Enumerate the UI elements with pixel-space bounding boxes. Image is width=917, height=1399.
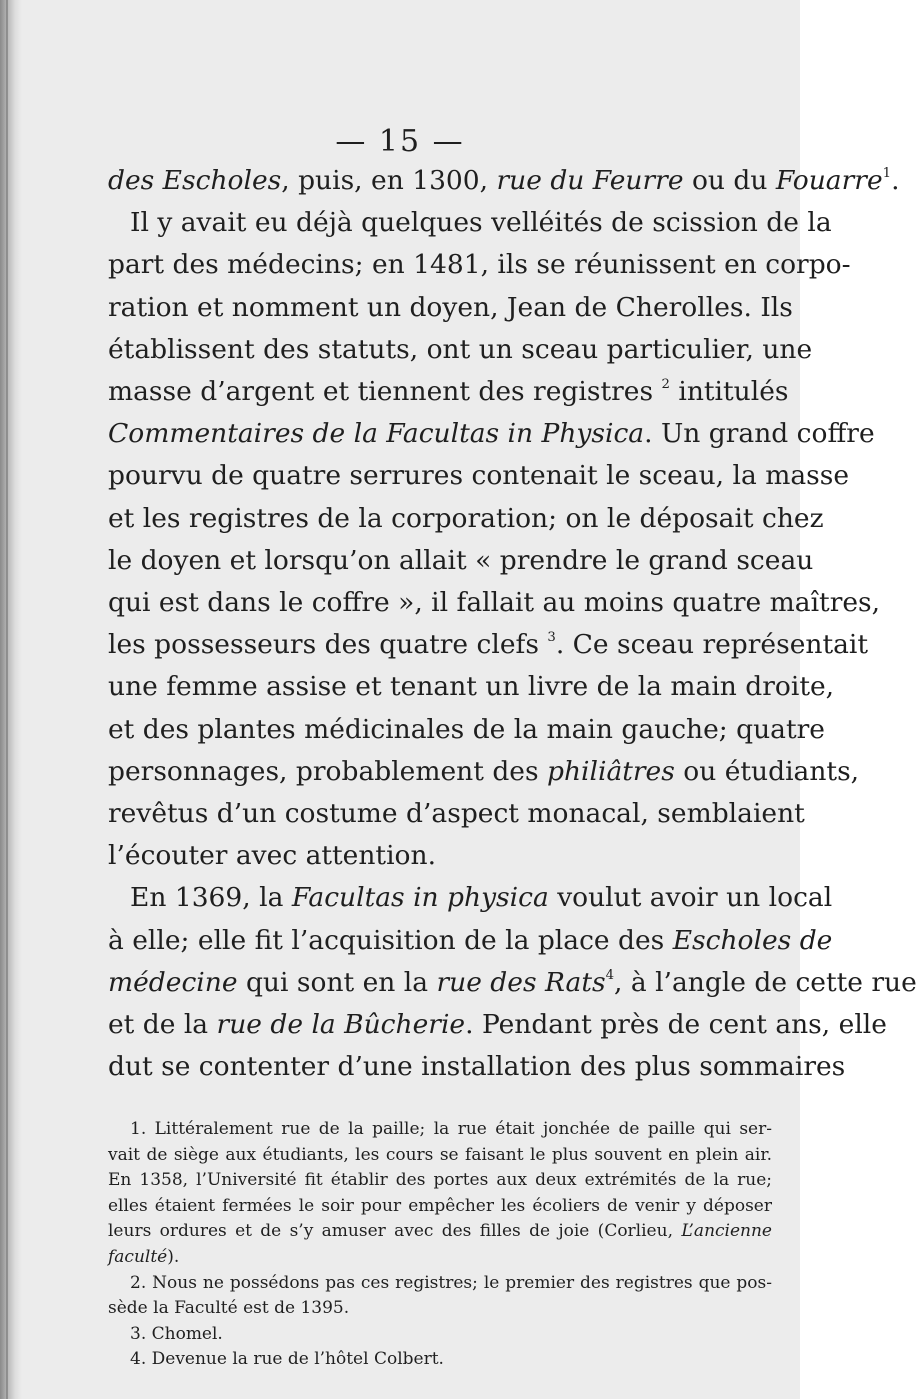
footnote-line (108, 1322, 772, 1348)
italic-text: Commentaires de la Facultas in Physica (108, 418, 645, 450)
text-run: une femme assise et tenant un livre de la main droite, (108, 671, 835, 703)
text-line (108, 751, 860, 793)
page-number: — 15 — (335, 124, 465, 159)
footnote-marker: 3 (547, 630, 556, 646)
footnote-line (108, 1194, 772, 1220)
text-run: masse d’argent et tiennent des registres (108, 376, 662, 408)
text-line (108, 1046, 846, 1088)
italic-text: rue des Rats (436, 966, 606, 998)
italic-text: médecine (108, 966, 238, 998)
text-line (108, 709, 825, 751)
italic-text: Fouarre (775, 165, 883, 196)
text-run: elles étaient fermées le soir pour empêcher les écoliers de venir y déposer (108, 1195, 772, 1216)
text-run: les possesseurs des quatre clefs (108, 629, 548, 661)
text-run: dut se contenter d’une installation des plus sommaires (108, 1051, 846, 1083)
text-run: Il y avait eu déjà quelques velléités de scission de la (130, 207, 832, 239)
text-run: . Un grand coffre (644, 418, 875, 450)
text-run: ration et nomment un doyen, Jean de Cherolles. Ils (108, 291, 793, 323)
text-run: 3. Chomel. (130, 1323, 223, 1344)
text-line (108, 835, 772, 877)
text-run: revêtus d’un costume d’aspect monacal, semblaient (108, 798, 805, 830)
text-run: , puis, en 1300, (281, 165, 497, 196)
text-run: personnages, probablement des (108, 755, 547, 787)
text-run: . (891, 165, 900, 196)
footnote-line (108, 1347, 772, 1373)
text-line (108, 202, 832, 244)
text-line (108, 962, 917, 1004)
text-run: l’écouter avec attention. (108, 840, 437, 872)
text-run: qui est dans le coffre », il fallait au moins quatre maîtres, (108, 587, 881, 619)
text-line (108, 498, 824, 540)
footnote-line (108, 1296, 772, 1322)
text-line (108, 455, 850, 497)
text-run: qui sont en la (237, 966, 437, 998)
text-line (108, 1004, 887, 1046)
italic-text: Escholes de (672, 924, 833, 956)
text-line (108, 793, 805, 835)
text-line (108, 329, 813, 371)
text-run: intitulés (669, 376, 789, 408)
text-run: établissent des statuts, ont un sceau particulier, une (108, 333, 813, 365)
text-line (108, 666, 835, 708)
footnote-line (108, 1168, 772, 1194)
text-line (108, 413, 875, 455)
text-line (108, 244, 851, 286)
text-run: . Ce sceau représentait (555, 629, 869, 661)
text-line (108, 920, 833, 962)
text-run: . Pendant près de cent ans, elle (465, 1009, 887, 1041)
italic-text: rue de la Bûcherie (216, 1009, 466, 1041)
footnote-line (108, 1219, 772, 1245)
text-run: part des médecins; en 1481, ils se réunissent en corpo- (108, 249, 851, 281)
text-line (108, 287, 793, 329)
italic-text: philiâtres (546, 755, 675, 787)
text-run: leurs ordures et de s’y amuser avec des filles de joie (Corlieu, (108, 1221, 682, 1242)
text-run: à elle; elle fit l’acquisition de la place des (108, 924, 673, 956)
text-line (108, 160, 900, 202)
text-run: En 1369, la (130, 882, 292, 914)
footnote-marker: 4 (605, 967, 615, 983)
italic-text: L’ancienne (681, 1221, 772, 1242)
italic-text: rue du Feurre (496, 165, 684, 196)
text-line (108, 582, 881, 624)
italic-text: faculté (108, 1246, 168, 1267)
text-run: 1. Littéralement rue de la paille; la rue était jonchée de paille qui ser- (130, 1119, 772, 1139)
text-run: pourvu de quatre serrures contenait le sceau, la masse (108, 460, 850, 492)
text-run: le doyen et lorsqu’on allait « prendre le grand sceau (108, 544, 814, 576)
page-binding-edge (0, 0, 22, 1399)
text-run: , à l’angle de cette rue (614, 966, 917, 998)
text-run: ou du (683, 165, 776, 196)
footnote-line (108, 1143, 772, 1169)
text-run: vait de siège aux étudiants, les cours se faisant le plus souvent en plein air. (108, 1144, 772, 1165)
text-line (108, 540, 814, 582)
text-run: et les registres de la corporation; on le déposait chez (108, 502, 824, 534)
italic-text: des Escholes (108, 165, 282, 196)
text-run: voulut avoir un local (548, 882, 833, 914)
footnote-marker: 2 (661, 377, 670, 393)
footnote-marker: 1 (882, 166, 892, 182)
italic-text: Facultas in physica (291, 882, 549, 914)
text-run: ou étudiants, (674, 755, 860, 787)
footnote-line (108, 1245, 772, 1271)
text-line (108, 371, 789, 413)
text-run: et de la (108, 1009, 217, 1041)
footnote-line (108, 1271, 772, 1297)
footnote-line (108, 1117, 772, 1143)
main-text-block (108, 160, 917, 1088)
text-line (108, 877, 833, 919)
text-run: 2. Nous ne possédons pas ces registres; le premier des registres que pos- (130, 1272, 772, 1293)
text-run: 4. Devenue la rue de l’hôtel Colbert. (130, 1349, 444, 1370)
footnotes-block (108, 1117, 772, 1373)
text-line (108, 624, 869, 666)
binding-shadow-line (6, 0, 8, 1399)
text-run: ). (167, 1246, 180, 1267)
text-run: sède la Faculté est de 1395. (108, 1298, 350, 1319)
text-run: En 1358, l’Université fit établir des portes aux deux extrémités de la rue; (108, 1170, 772, 1191)
text-run: et des plantes médicinales de la main gauche; quatre (108, 713, 825, 745)
